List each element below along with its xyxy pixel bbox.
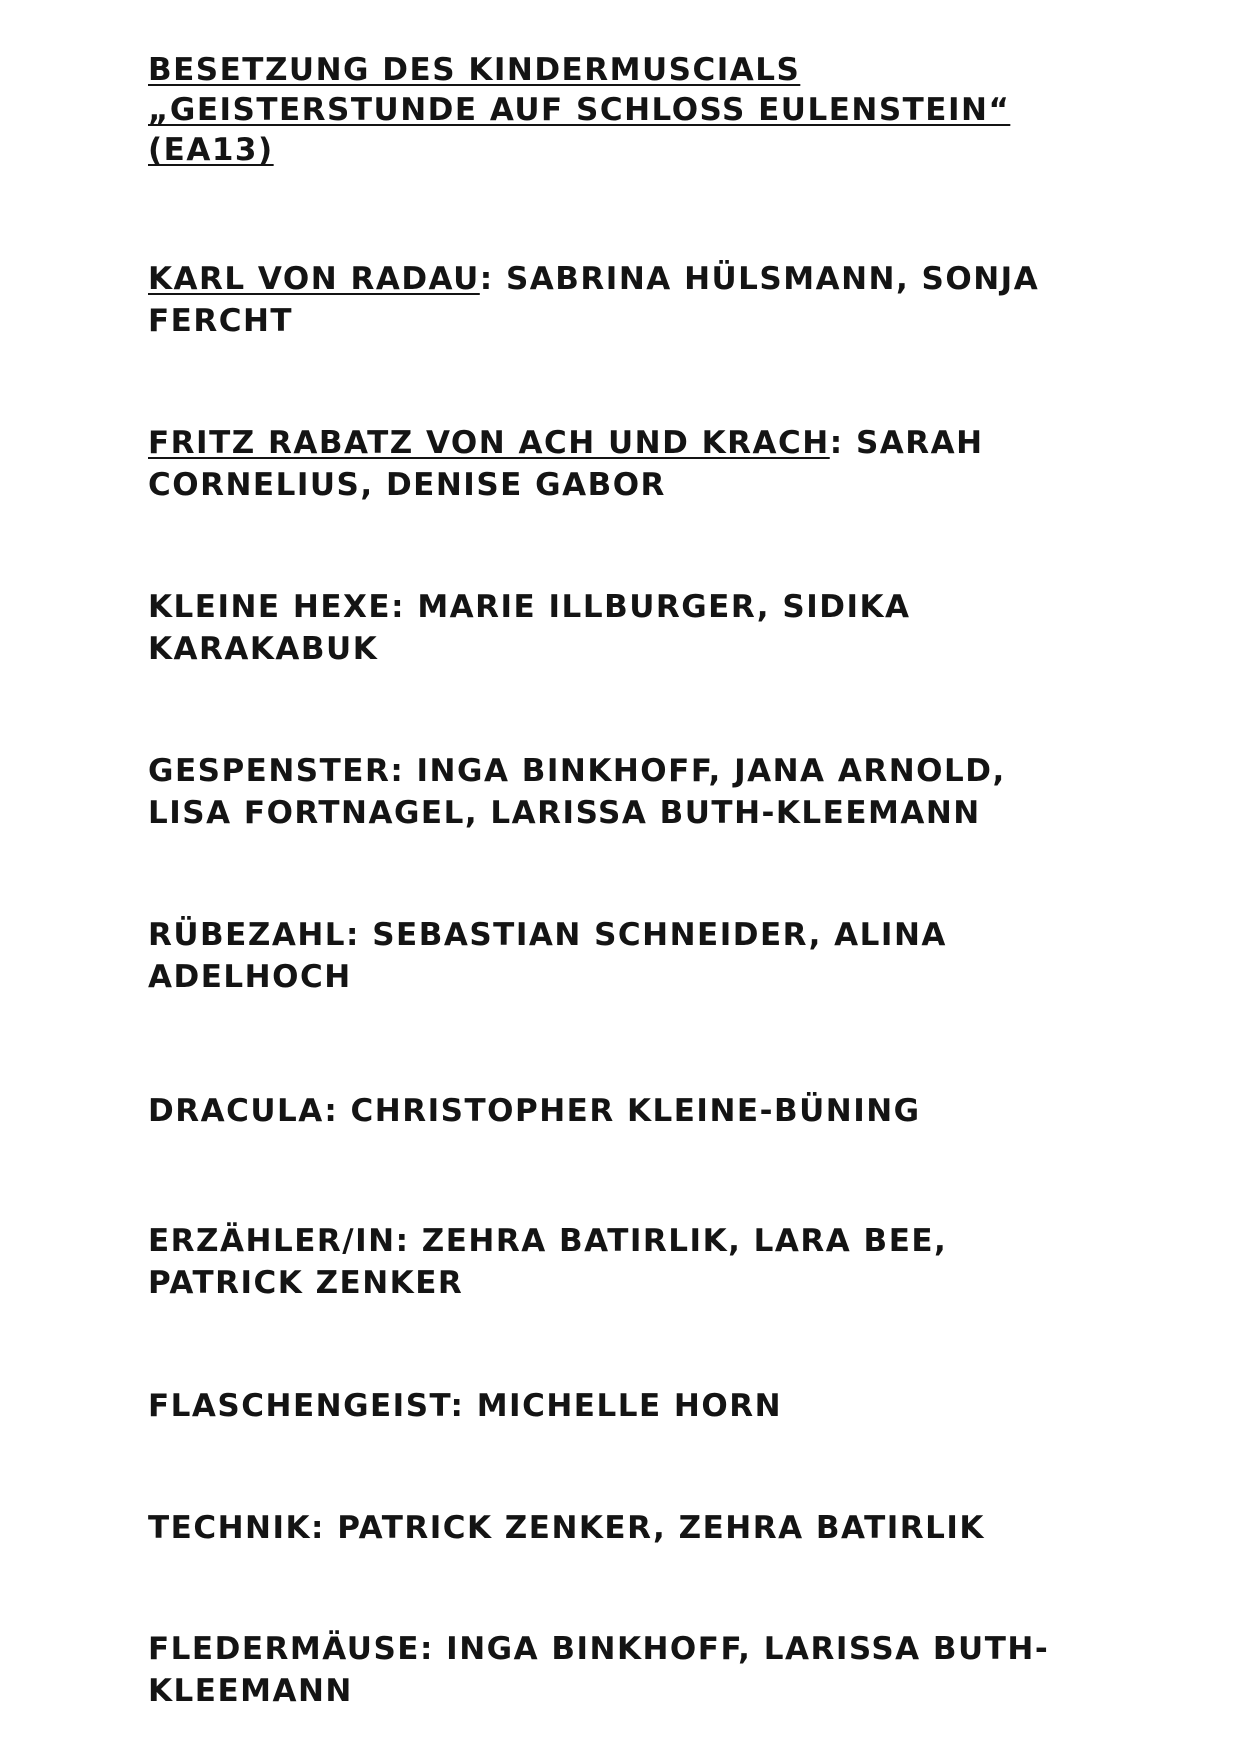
title-text-2: „GEISTERSTUNDE AUF SCHLOSS EULENSTEIN“ bbox=[148, 92, 1011, 128]
role-separator: : bbox=[391, 589, 418, 625]
cast-names: SARAH CORNELIUS, DENISE GABOR bbox=[148, 425, 984, 503]
title-line-1 bbox=[148, 50, 1068, 90]
role-separator: : bbox=[311, 1510, 338, 1546]
cast-entry-flaschengeist bbox=[148, 1385, 1068, 1427]
role-label: RÜBEZAHL bbox=[148, 917, 347, 953]
cast-names: ZEHRA BATIRLIK, LARA BEE, PATRICK ZENKER bbox=[148, 1223, 948, 1301]
role-separator: : bbox=[390, 753, 417, 789]
cast-names: MICHELLE HORN bbox=[476, 1388, 783, 1424]
cast-entry-technik bbox=[148, 1507, 1068, 1549]
cast-entry-ruebezahl bbox=[148, 914, 1068, 998]
cast-entry-karl-von-radau bbox=[148, 258, 1068, 342]
cast-entry-dracula bbox=[148, 1090, 1068, 1132]
title-text-3: (EA13) bbox=[148, 132, 274, 168]
role-label: FLEDERMÄUSE bbox=[148, 1631, 420, 1667]
title-line-2 bbox=[148, 90, 1068, 130]
cast-names: CHRISTOPHER KLEINE-BÜNING bbox=[350, 1093, 921, 1129]
cast-entry-fledermaeuse bbox=[148, 1628, 1068, 1712]
cast-entry-erzaehler bbox=[148, 1220, 1068, 1304]
cast-names: INGA BINKHOFF, LARISSA BUTH-KLEEMANN bbox=[148, 1631, 1050, 1709]
cast-names: SEBASTIAN SCHNEIDER, ALINA ADELHOCH bbox=[148, 917, 947, 995]
role-label: TECHNIK bbox=[148, 1510, 312, 1546]
role-label: KLEINE HEXE bbox=[148, 589, 392, 625]
document-title bbox=[148, 50, 1068, 170]
cast-names: PATRICK ZENKER, ZEHRA BATIRLIK bbox=[337, 1510, 985, 1546]
cast-entry-fritz-rabatz bbox=[148, 422, 1068, 506]
role-label: KARL VON RADAU bbox=[148, 261, 480, 297]
title-text-1: BESETZUNG DES KINDERMUSCIALS bbox=[148, 52, 801, 88]
cast-entry-kleine-hexe bbox=[148, 586, 1068, 670]
role-label: FLASCHENGEIST bbox=[148, 1388, 451, 1424]
role-separator: : bbox=[479, 261, 506, 297]
role-separator: : bbox=[395, 1223, 422, 1259]
role-label: FRITZ RABATZ VON ACH UND KRACH bbox=[148, 425, 830, 461]
role-separator: : bbox=[829, 425, 856, 461]
role-separator: : bbox=[419, 1631, 447, 1667]
cast-names: MARIE ILLBURGER, SIDIKA KARAKABUK bbox=[148, 589, 911, 667]
title-line-3 bbox=[148, 130, 1068, 170]
cast-names: INGA BINKHOFF, JANA ARNOLD, LISA FORTNAGEL, LARISSA BUTH-KLEEMANN bbox=[148, 753, 1006, 831]
role-separator: : bbox=[450, 1388, 477, 1424]
role-separator: : bbox=[346, 917, 373, 953]
role-label: DRACULA bbox=[148, 1093, 325, 1129]
cast-names: SABRINA HÜLSMANN, SONJA FERCHT bbox=[148, 261, 1040, 339]
role-separator: : bbox=[324, 1093, 351, 1129]
role-label: ERZÄHLER/IN bbox=[148, 1223, 396, 1259]
role-label: GESPENSTER bbox=[148, 753, 391, 789]
cast-entry-gespenster bbox=[148, 750, 1068, 834]
